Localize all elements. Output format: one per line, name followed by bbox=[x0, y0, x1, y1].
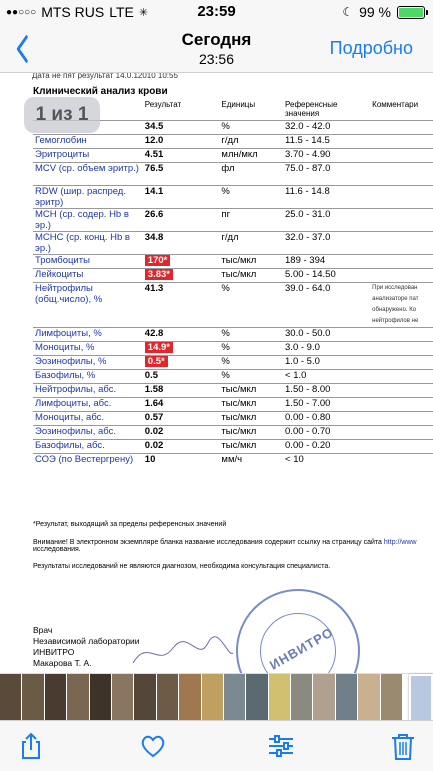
result-value: 26.6 bbox=[144, 209, 164, 220]
result-value: 1.58 bbox=[144, 384, 164, 395]
test-name: Лимфоциты, абс. bbox=[33, 398, 143, 412]
signature-block bbox=[33, 625, 140, 669]
test-reference: 0.00 - 0.70 bbox=[283, 426, 370, 440]
photo-thumbnail[interactable] bbox=[381, 674, 402, 720]
test-name: Лейкоциты bbox=[33, 269, 143, 283]
photo-thumbnail[interactable] bbox=[0, 674, 21, 720]
test-reference: 3.70 - 4.90 bbox=[283, 149, 370, 163]
test-unit: % bbox=[219, 121, 283, 135]
test-reference: 0.00 - 0.20 bbox=[283, 440, 370, 454]
table-row bbox=[33, 370, 433, 384]
test-result bbox=[143, 163, 220, 186]
photo-thumbnail[interactable] bbox=[112, 674, 133, 720]
detail-button[interactable]: Подробно bbox=[329, 38, 413, 58]
test-reference: 11.5 - 14.5 bbox=[283, 135, 370, 149]
photo-thumbnail[interactable] bbox=[291, 674, 312, 720]
flagged-value: 14.9* bbox=[145, 342, 173, 353]
test-name: Эритроциты bbox=[33, 149, 143, 163]
photo-thumbnail[interactable] bbox=[22, 674, 43, 720]
test-result bbox=[143, 356, 220, 370]
test-comment bbox=[370, 149, 433, 163]
result-value: 42.8 bbox=[144, 328, 164, 339]
photo-thumbnail[interactable] bbox=[409, 674, 433, 722]
photo-thumbnail[interactable] bbox=[358, 674, 379, 720]
test-result bbox=[143, 328, 220, 342]
delete-button[interactable] bbox=[388, 731, 418, 761]
disclaimer-note: Результаты исследований не являются диагнозом, необходима консультация специалиста. bbox=[33, 563, 331, 570]
result-value: 12.0 bbox=[144, 135, 164, 146]
result-value: 0.57 bbox=[144, 412, 164, 423]
result-value: 76.5 bbox=[144, 163, 164, 174]
test-reference: 5.00 - 14.50 bbox=[283, 269, 370, 283]
test-name: Гемоглобин bbox=[33, 135, 143, 149]
table-row bbox=[33, 328, 433, 342]
test-unit: % bbox=[219, 186, 283, 209]
section-title: Клинический анализ крови bbox=[33, 86, 168, 97]
signature-line: Независимой лаборатории bbox=[33, 636, 140, 646]
test-unit: пг bbox=[219, 209, 283, 232]
test-unit: тыс/мкл bbox=[219, 255, 283, 269]
table-row bbox=[33, 384, 433, 398]
test-reference: 1.50 - 7.00 bbox=[283, 398, 370, 412]
battery-percent: 99 % bbox=[359, 4, 391, 20]
test-unit: % bbox=[219, 328, 283, 342]
test-comment bbox=[370, 342, 433, 356]
edit-button[interactable] bbox=[266, 731, 296, 761]
attention-text-end: исследования. bbox=[33, 546, 81, 553]
test-comment bbox=[370, 384, 433, 398]
sliders-icon bbox=[266, 731, 296, 761]
carrier-label: MTS RUS bbox=[41, 4, 105, 20]
photo-thumbnail[interactable] bbox=[45, 674, 66, 720]
photo-thumbnail[interactable] bbox=[336, 674, 357, 720]
test-result bbox=[143, 149, 220, 163]
test-reference: 30.0 - 50.0 bbox=[283, 328, 370, 342]
test-unit: фл bbox=[219, 163, 283, 186]
test-result bbox=[143, 232, 220, 255]
photo-thumbnail[interactable] bbox=[202, 674, 223, 720]
test-unit: тыс/мкл bbox=[219, 398, 283, 412]
test-unit: тыс/мкл bbox=[219, 440, 283, 454]
page-indicator: 1 из 1 bbox=[24, 97, 100, 133]
test-unit: тыс/мкл bbox=[219, 412, 283, 426]
test-comment bbox=[370, 356, 433, 370]
test-name: Лимфоциты, % bbox=[33, 328, 143, 342]
flag-footnote: *Результат, выходящий за пределы референсных значений bbox=[33, 521, 227, 528]
test-reference: 25.0 - 31.0 bbox=[283, 209, 370, 232]
photo-thumbnail[interactable] bbox=[179, 674, 200, 720]
test-comment bbox=[370, 269, 433, 283]
test-unit: % bbox=[219, 356, 283, 370]
table-row bbox=[33, 342, 433, 356]
moon-icon: ☾ bbox=[342, 5, 354, 19]
test-comment bbox=[370, 121, 433, 135]
test-comment bbox=[370, 135, 433, 149]
test-comment: При исследован анализаторе пат обнаружено. Ко нейтрофилов не bbox=[370, 283, 433, 328]
table-row bbox=[33, 412, 433, 426]
test-reference: 75.0 - 87.0 bbox=[283, 163, 370, 186]
photo-thumbnail[interactable] bbox=[269, 674, 290, 720]
result-value: 1.64 bbox=[144, 398, 164, 409]
photo-thumbnail[interactable] bbox=[90, 674, 111, 720]
test-name: Базофилы, абс. bbox=[33, 440, 143, 454]
test-unit: % bbox=[219, 370, 283, 384]
photo-thumbnail[interactable] bbox=[134, 674, 155, 720]
attention-text: Внимание! В электронном экземпляре бланка название исследования содержит ссылку на страницу сайта bbox=[33, 539, 382, 546]
photo-document[interactable] bbox=[0, 73, 433, 673]
table-row bbox=[33, 398, 433, 412]
test-unit: % bbox=[219, 283, 283, 328]
test-unit: г/дл bbox=[219, 232, 283, 255]
share-button[interactable] bbox=[16, 731, 46, 761]
test-name: Базофилы, % bbox=[33, 370, 143, 384]
nav-title: Сегодня bbox=[181, 30, 252, 49]
test-name: Моноциты, абс. bbox=[33, 412, 143, 426]
table-row bbox=[33, 356, 433, 370]
test-comment bbox=[370, 426, 433, 440]
result-value: 0.5 bbox=[144, 370, 159, 381]
test-result bbox=[143, 283, 220, 328]
test-reference: < 10 bbox=[283, 454, 370, 477]
result-value: 14.1 bbox=[144, 186, 164, 197]
test-comment bbox=[370, 209, 433, 232]
test-reference: 1.0 - 5.0 bbox=[283, 356, 370, 370]
test-result bbox=[143, 135, 220, 149]
table-row bbox=[33, 186, 433, 209]
result-value: 0.02 bbox=[144, 440, 164, 451]
test-unit: г/дл bbox=[219, 135, 283, 149]
table-row bbox=[33, 454, 433, 477]
test-reference: 0.00 - 0.80 bbox=[283, 412, 370, 426]
handwritten-signature bbox=[128, 633, 238, 673]
test-comment bbox=[370, 412, 433, 426]
signature-line: ИНВИТРО bbox=[33, 647, 75, 657]
test-comment bbox=[370, 328, 433, 342]
test-name: Нейтрофилы, абс. bbox=[33, 384, 143, 398]
test-result bbox=[143, 454, 220, 477]
header-comment: Комментари bbox=[372, 100, 419, 109]
table-row bbox=[33, 283, 433, 328]
test-comment bbox=[370, 232, 433, 255]
test-unit: мм/ч bbox=[219, 454, 283, 477]
test-result bbox=[143, 209, 220, 232]
share-icon bbox=[16, 731, 46, 761]
activity-icon: ✳ bbox=[138, 6, 149, 19]
test-reference: 189 - 394 bbox=[283, 255, 370, 269]
attention-link: http://www bbox=[383, 539, 417, 546]
table-row bbox=[33, 163, 433, 186]
photo-thumbnail[interactable] bbox=[246, 674, 267, 720]
photo-thumbnail[interactable] bbox=[157, 674, 178, 720]
laboratory-stamp bbox=[236, 589, 360, 673]
test-reference: 32.0 - 37.0 bbox=[283, 232, 370, 255]
test-name: Эозинофилы, % bbox=[33, 356, 143, 370]
table-row bbox=[33, 426, 433, 440]
test-unit: тыс/мкл bbox=[219, 426, 283, 440]
test-result bbox=[143, 440, 220, 454]
signal-strength-icon: ●●○○○ bbox=[6, 6, 37, 18]
result-value: 10 bbox=[144, 454, 156, 465]
table-row bbox=[33, 269, 433, 283]
result-value: 34.5 bbox=[144, 121, 164, 132]
header-units: Единицы bbox=[221, 100, 256, 109]
test-reference: 3.0 - 9.0 bbox=[283, 342, 370, 356]
header-result: Результат bbox=[144, 100, 182, 109]
test-comment bbox=[370, 370, 433, 384]
battery-icon bbox=[397, 6, 425, 19]
results-table bbox=[33, 100, 433, 476]
test-name: СОЭ (по Вестергрену) bbox=[33, 454, 143, 477]
test-reference: 11.6 - 14.8 bbox=[283, 186, 370, 209]
test-name: Эозинофилы, абс. bbox=[33, 426, 143, 440]
heart-icon bbox=[138, 731, 168, 761]
test-result bbox=[143, 412, 220, 426]
test-result bbox=[143, 370, 220, 384]
result-value: 34.8 bbox=[144, 232, 164, 243]
nav-subtitle: 23:56 bbox=[198, 51, 235, 67]
result-value: 41.3 bbox=[144, 283, 164, 294]
table-row bbox=[33, 232, 433, 255]
test-reference: 1.50 - 8.00 bbox=[283, 384, 370, 398]
network-type-label: LTE bbox=[109, 4, 134, 20]
test-reference: < 1.0 bbox=[283, 370, 370, 384]
flagged-value: 0.5* bbox=[145, 356, 168, 367]
test-result bbox=[143, 121, 220, 135]
test-result bbox=[143, 342, 220, 356]
table-row bbox=[33, 135, 433, 149]
test-result bbox=[143, 255, 220, 269]
test-unit: % bbox=[219, 342, 283, 356]
test-comment bbox=[370, 398, 433, 412]
test-name: MCH (ср. содер. Hb в эр.) bbox=[33, 209, 143, 232]
test-result bbox=[143, 269, 220, 283]
test-comment bbox=[370, 255, 433, 269]
test-unit: млн/мкл bbox=[219, 149, 283, 163]
signature-line: Врач bbox=[33, 625, 53, 635]
photo-thumbnail-strip[interactable] bbox=[0, 673, 433, 720]
photo-thumbnail[interactable] bbox=[224, 674, 245, 720]
attention-note bbox=[33, 539, 433, 553]
table-row bbox=[33, 209, 433, 232]
stamp-text: ИНВИТРО bbox=[267, 624, 337, 673]
test-result bbox=[143, 398, 220, 412]
table-row bbox=[33, 149, 433, 163]
test-name: Моноциты, % bbox=[33, 342, 143, 356]
clock: 23:59 bbox=[197, 3, 236, 20]
test-name: MCV (ср. объем эритр.) bbox=[33, 163, 143, 186]
test-unit: тыс/мкл bbox=[219, 269, 283, 283]
table-row bbox=[33, 255, 433, 269]
flagged-value: 170* bbox=[145, 255, 171, 266]
header-reference: Референсные значения bbox=[285, 100, 338, 118]
status-bar bbox=[0, 0, 433, 24]
test-comment bbox=[370, 454, 433, 477]
signature-line: Макарова Т. А. bbox=[33, 658, 92, 668]
result-value: 0.02 bbox=[144, 426, 164, 437]
test-result bbox=[143, 426, 220, 440]
test-name: MCHC (ср. конц. Hb в эр.) bbox=[33, 232, 143, 255]
test-comment bbox=[370, 186, 433, 209]
status-right bbox=[342, 4, 425, 20]
cut-off-text: Дата не пят результат 14.0.12010 10:55 bbox=[32, 73, 178, 80]
photo-thumbnail[interactable] bbox=[67, 674, 88, 720]
bottom-toolbar bbox=[0, 720, 433, 771]
test-name: Нейтрофилы (общ.число), % bbox=[33, 283, 143, 328]
test-reference: 32.0 - 42.0 bbox=[283, 121, 370, 135]
test-result bbox=[143, 384, 220, 398]
table-row bbox=[33, 440, 433, 454]
photo-thumbnail[interactable] bbox=[313, 674, 334, 720]
flagged-value: 3.83* bbox=[145, 269, 173, 280]
favorite-button[interactable] bbox=[138, 731, 168, 761]
result-value: 4.51 bbox=[144, 149, 164, 160]
test-unit: тыс/мкл bbox=[219, 384, 283, 398]
navigation-bar bbox=[0, 24, 433, 73]
test-comment bbox=[370, 440, 433, 454]
test-name: RDW (шир. распред. эритр) bbox=[33, 186, 143, 209]
trash-icon bbox=[388, 731, 418, 761]
test-comment bbox=[370, 163, 433, 186]
test-name: Тромбоциты bbox=[33, 255, 143, 269]
test-reference: 39.0 - 64.0 bbox=[283, 283, 370, 328]
test-result bbox=[143, 186, 220, 209]
